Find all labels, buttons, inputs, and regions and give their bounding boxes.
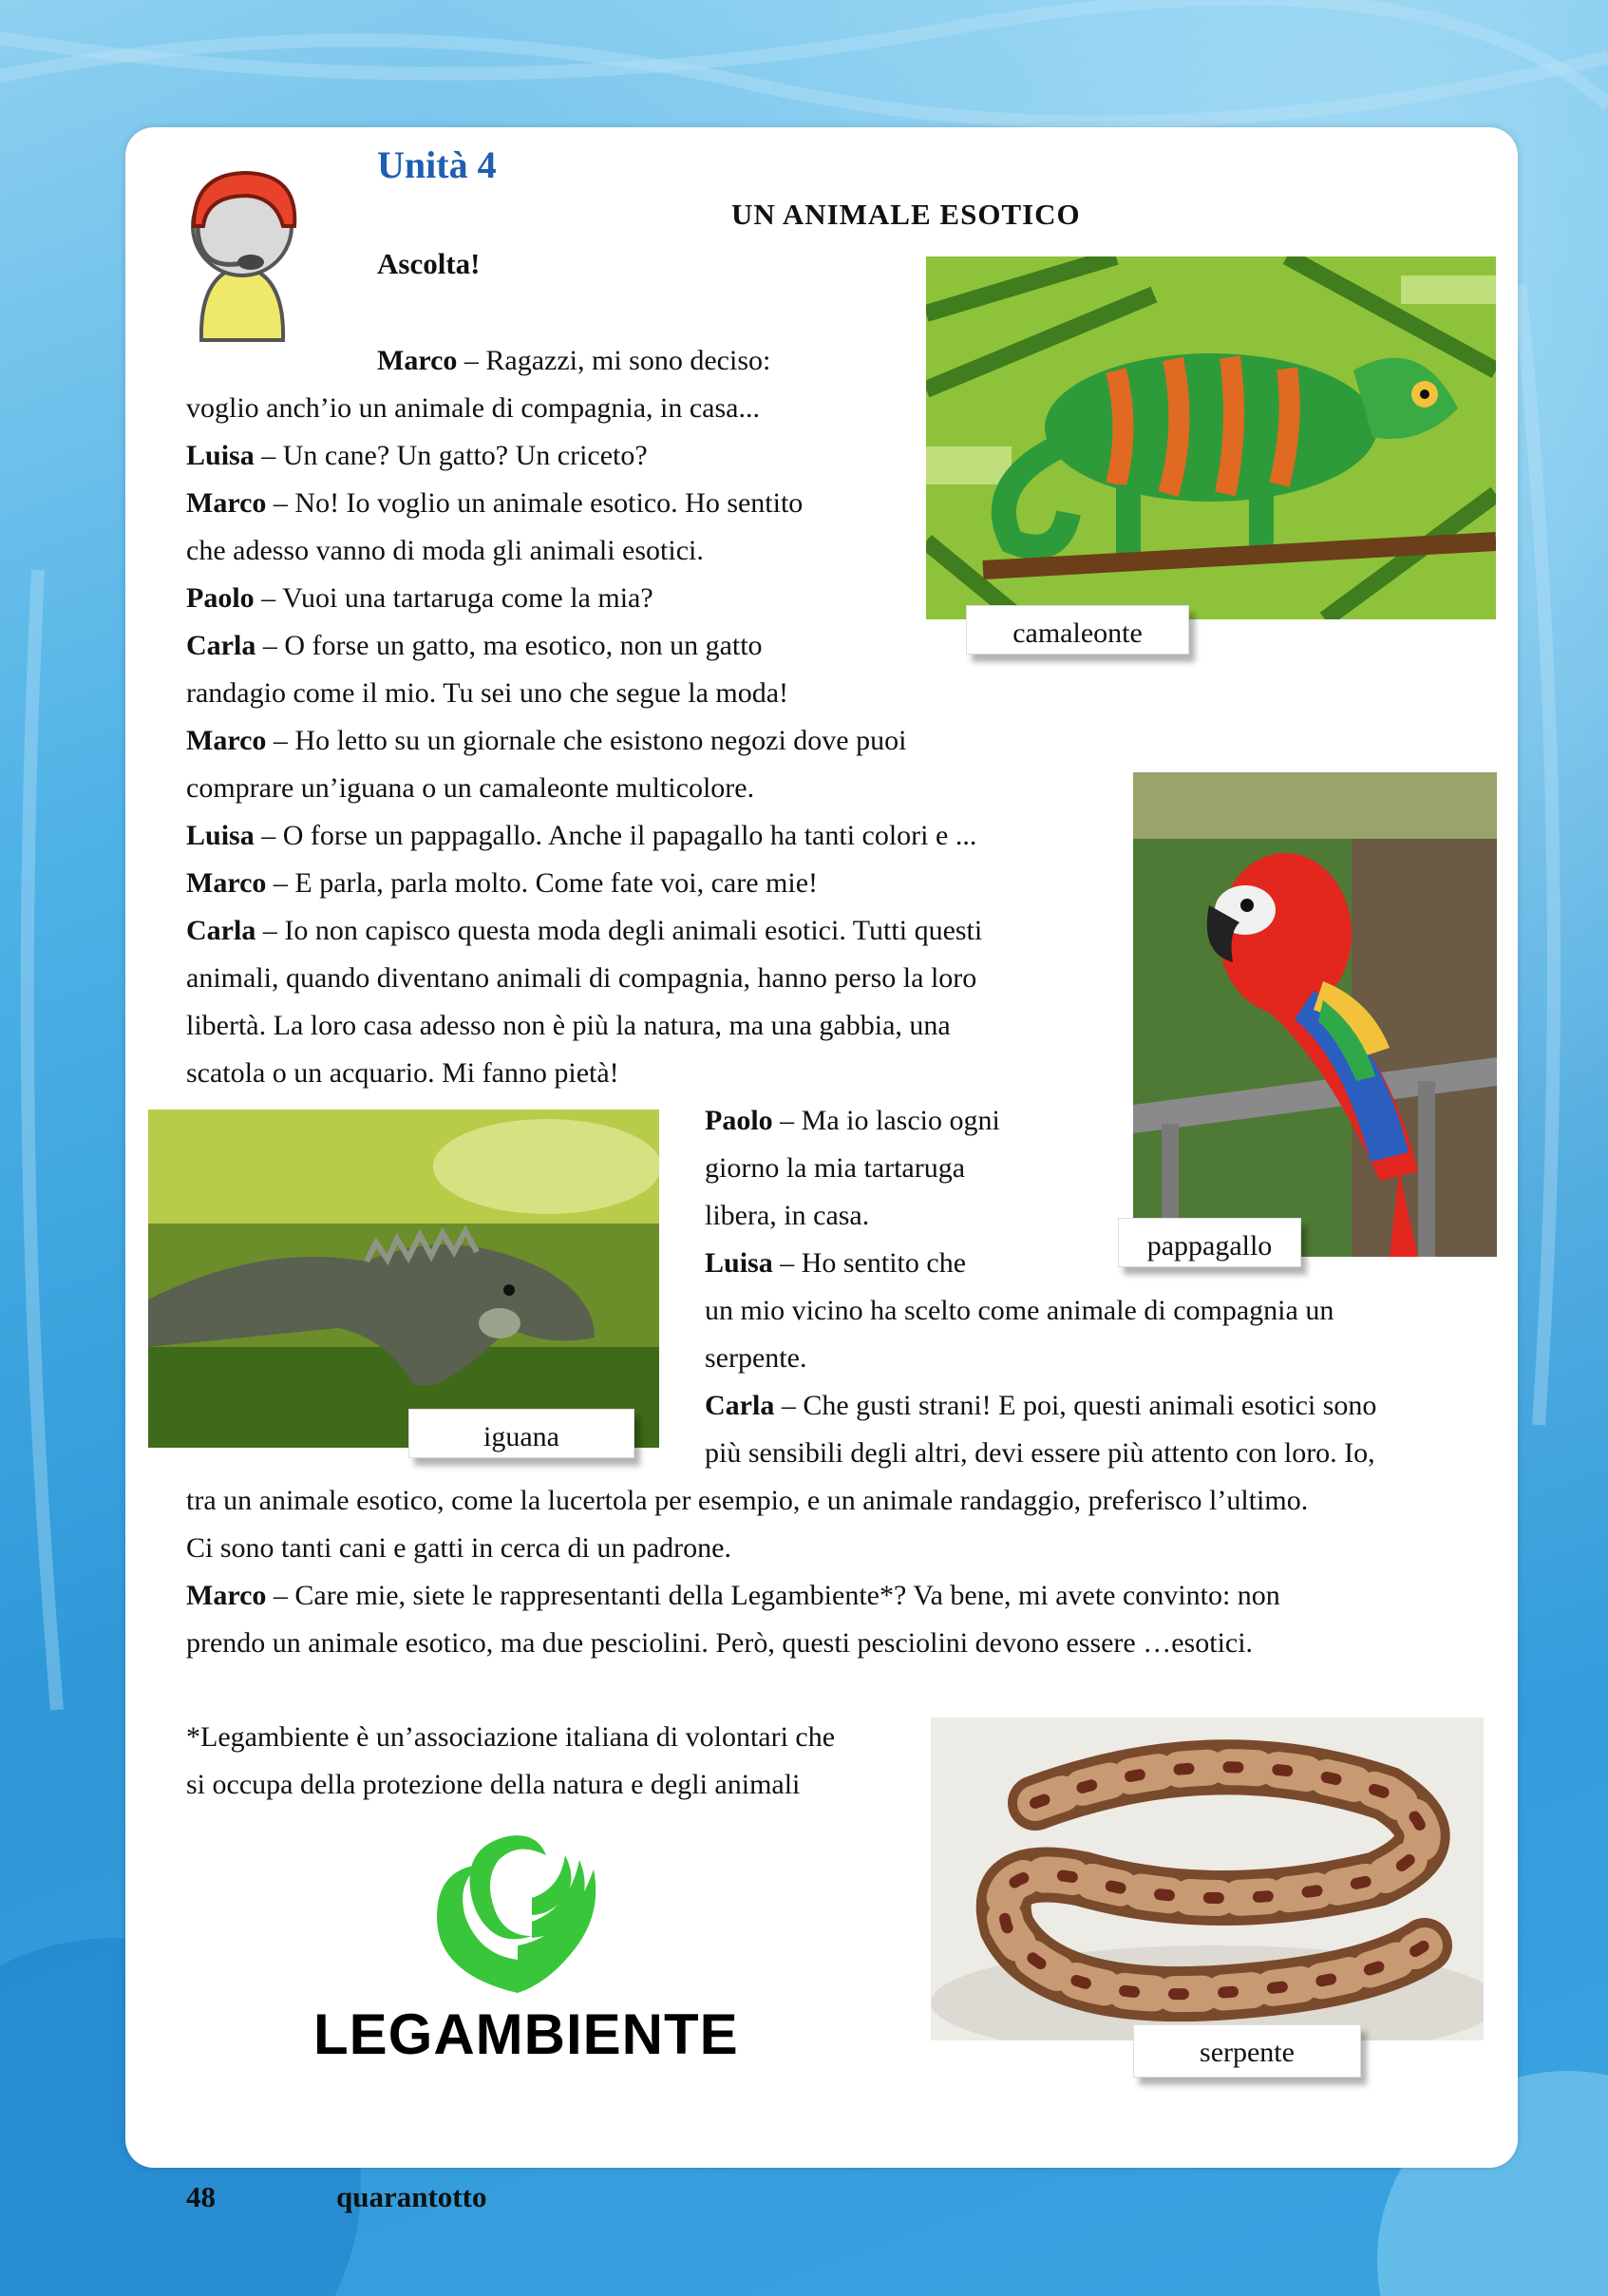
line-text: scatola o un acquario. Mi fanno pietà! [186,1057,619,1089]
dialogue-line [186,1534,731,1563]
speaker-name: Marco [377,345,458,376]
line-text: voglio anch’io un animale di compagnia, in casa... [186,392,760,424]
dialogue-line [705,1392,1376,1420]
footnote-line: si occupa della protezione della natura e degli animali [186,1769,801,1800]
line-text: – No! Io voglio un animale esotico. Ho sentito [266,487,804,519]
speaker-name: Luisa [186,820,255,851]
dialogue-line [705,1344,806,1373]
line-text: comprare un’iguana o un camaleonte multicolore. [186,772,755,804]
dialogue-line [705,1154,965,1183]
line-text: un mio vicino ha scelto come animale di compagnia un [705,1295,1334,1326]
legambiente-swan-logo [427,1831,608,1998]
line-text: – Io non capisco questa moda degli animali esotici. Tutti questi [255,915,983,946]
speaker-name: Luisa [186,440,255,471]
speaker-name: Paolo [705,1105,773,1136]
line-text: – E parla, parla molto. Come fate voi, care mie! [266,867,819,899]
footnote-line: *Legambiente è un’associazione italiana di volontari che [186,1721,836,1753]
speaker-name: Marco [186,725,267,756]
dialogue-line [705,1297,1334,1325]
speaker-name: Luisa [705,1247,773,1279]
line-text: – O forse un gatto, ma esotico, non un gatto [255,630,763,661]
dialogue-line [186,489,803,518]
chameleon-photo [926,256,1496,619]
line-text: – Vuoi una tartaruga come la mia? [254,582,653,614]
line-text: prendo un animale esotico, ma due pesciolini. Però, questi pesciolini devono essere …esotici. [186,1627,1254,1659]
line-text: che adesso vanno di moda gli animali esotici. [186,535,704,566]
line-text: – O forse un pappagallo. Anche il papagallo ha tanti colori e ... [254,820,977,851]
speaker-name: Carla [186,915,256,946]
line-text: Ci sono tanti cani e gatti in cerca di un padrone. [186,1532,731,1564]
page-number-word: quarantotto [336,2180,487,2213]
dialogue-line [705,1107,1000,1135]
parrot-caption: pappagallo [1118,1218,1301,1267]
dialogue-line [705,1202,869,1230]
line-text: randagio come il mio. Tu sei uno che segue la moda! [186,677,789,709]
line-text: – Ma io lascio ogni [772,1105,1000,1136]
dialogue-line [705,1249,966,1278]
line-text: – Ragazzi, mi sono deciso: [457,345,771,376]
legambiente-logo-text: LEGAMBIENTE [313,2002,739,2066]
snake-caption: serpente [1133,2024,1361,2078]
dialogue-line [186,394,760,423]
page-title: UN ANIMALE ESOTICO [731,198,1081,231]
dialogue-line [186,679,788,708]
speaker-name: Marco [186,1580,267,1611]
speaker-name: Marco [186,867,267,899]
line-text: – Ho sentito che [772,1247,967,1279]
line-text: giorno la mia tartaruga [705,1152,966,1184]
speaker-name: Carla [705,1390,775,1421]
dialogue-line [186,584,653,613]
dialogue-line [186,442,648,470]
line-text: serpente. [705,1342,807,1374]
line-text: libertà. La loro casa adesso non è più la natura, ma una gabbia, una [186,1010,951,1041]
dialogue-line [186,1012,951,1040]
parrot-photo [1133,772,1497,1257]
dialogue-line [186,1487,1308,1515]
iguana-photo [148,1110,659,1448]
dialogue-line [186,917,982,945]
line-text: – Ho letto su un giornale che esistono negozi dove puoi [266,725,907,756]
line-text: – Care mie, siete le rappresentanti della Legambiente*? Va bene, mi avete convinto: non [266,1580,1280,1611]
line-text: animali, quando diventano animali di compagnia, hanno perso la loro [186,962,977,994]
speaker-name: Paolo [186,582,255,614]
line-text: più sensibili degli altri, devi essere più attento con loro. Io, [705,1437,1375,1469]
line-text: – Un cane? Un gatto? Un criceto? [254,440,648,471]
dialogue-line [186,774,754,803]
dialogue-line [186,964,976,993]
dialogue-line [186,822,976,850]
line-text: libera, in casa. [705,1200,870,1231]
dialogue-line [186,1582,1280,1610]
dialogue-line [186,1059,619,1088]
dialogue-line [186,537,704,565]
dialogue-line [705,1439,1375,1468]
line-text: tra un animale esotico, come la lucertola per esempio, e un animale randaggio, preferisco l’ultimo. [186,1485,1309,1516]
listening-headset-icon [180,160,304,350]
dialogue-line [186,869,818,898]
page-number: 48 [186,2180,216,2213]
snake-photo [931,1717,1484,2040]
speaker-name: Carla [186,630,256,661]
dialogue-line [377,347,770,375]
dialogue-line [186,632,763,660]
dialogue-line [186,1629,1253,1658]
unit-title: Unità 4 [377,143,497,186]
line-text: – Che gusti strani! E poi, questi animali esotici sono [774,1390,1377,1421]
instruction-label: Ascolta! [377,247,481,280]
speaker-name: Marco [186,487,267,519]
dialogue-line [186,727,906,755]
chameleon-caption: camaleonte [966,605,1189,655]
iguana-caption: iguana [408,1409,634,1458]
